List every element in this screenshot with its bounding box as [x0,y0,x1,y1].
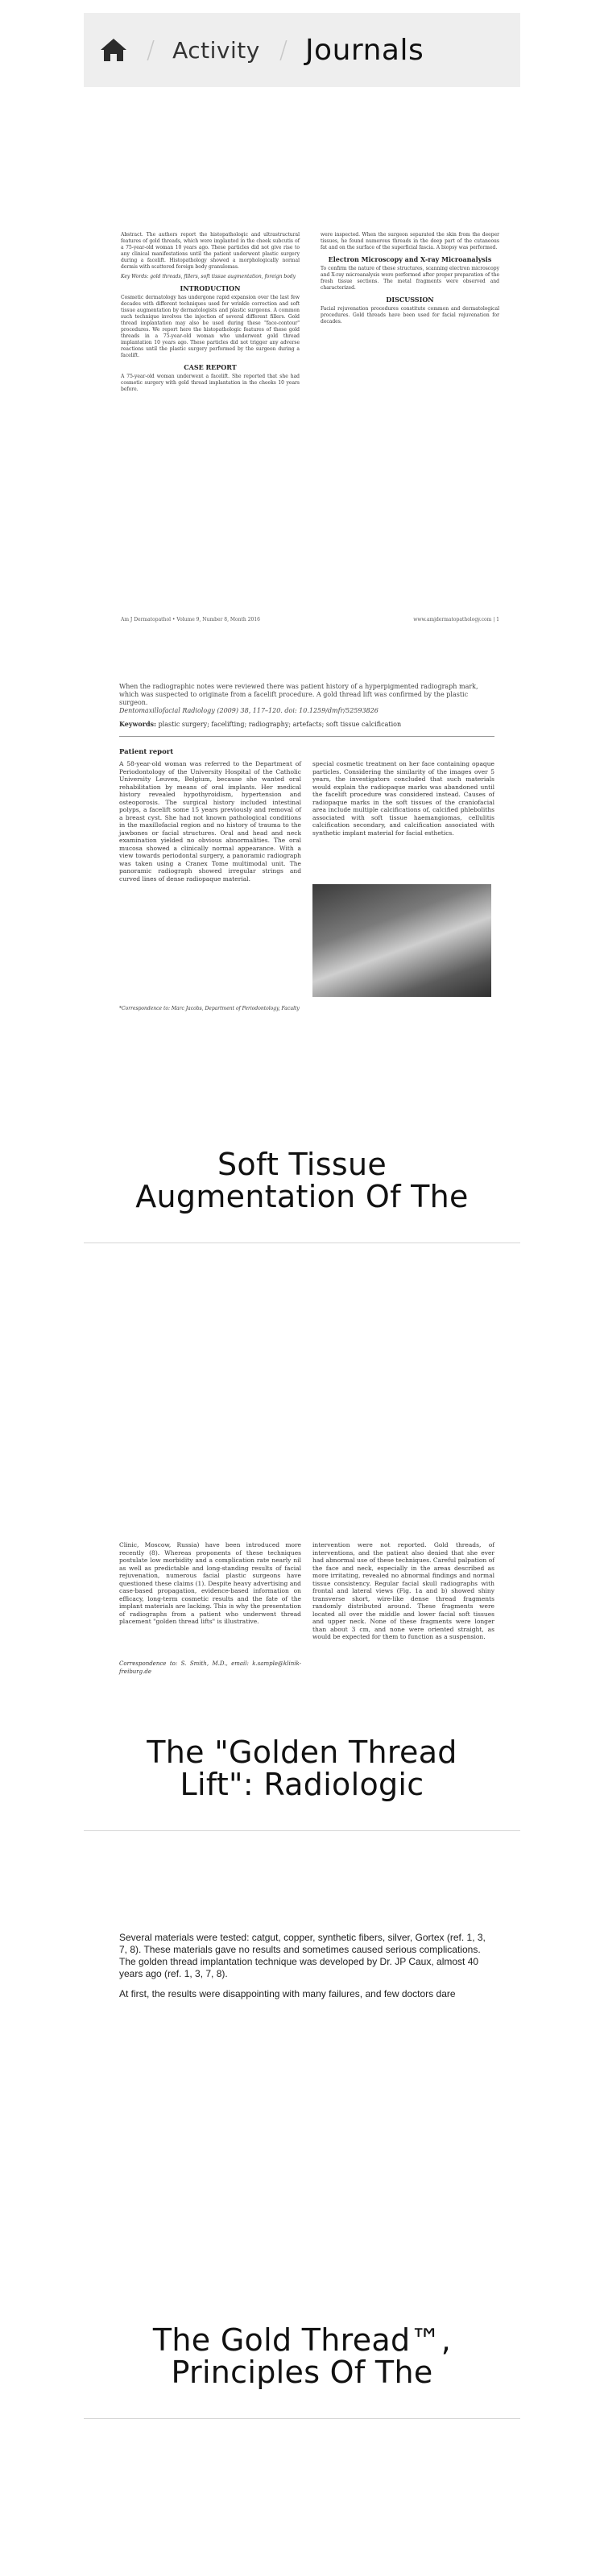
footnote-text: *Correspondence to: Marc Jacobs, Department of Periodontology, Faculty [119,1006,300,1011]
section-heading: Patient report [119,748,174,756]
body-text: Clinic, Moscow, Russia) have been introduced more recently (8). Whereas proponents of these techniques postulate low morbidity and a complication rate nearly nil as well as predictable and long-standing results of facial rejuvenation, numerous facial plastic surgeons have questioned these claims (1). Despite heavy advertising and case-based propagation, evidence-based information on efficacy, long-term cosmetic results and the fate of the implant materials are lacking. This is why the presentation of radiographs from a patient who underwent thread placement "golden thread lifts" is illustrative. [119,1541,301,1625]
body-text: intervention were not reported. Gold threads, of interventions, and the patient also denied that she ever had abnormal use of these techniques. Careful palpation of the face and neck, especially in the areas described as more irritating, revealed no abnormal findings and normal tissue consistency. Regular facial skull radiographs with frontal and lateral views (Fig. 1a and b) showed shiny transverse short, wire-like dense thread fragments randomly distributed around. These fragments were located all over the middle and lower facial soft tissues and upper neck. None of these fragments were longer than about 3 cm, and none were oriented straight, as would be expected for them to function as a suspension. [312,1541,494,1640]
section-heading: CASE REPORT [184,363,237,371]
breadcrumb-activity-link[interactable]: Activity [172,36,260,64]
journal-card[interactable] [84,1243,520,1831]
case-text: A 75-year-old woman underwent a facelift. She reported that she had cosmetic surgery with gold thread implantation in the cheeks 10 years before. [121,374,300,392]
body-text: When the radiographic notes were reviewed there was patient history of a hyperpigmented radiograph mark, which was suspected to originate from a facelift procedure. A gold thread lift was confirmed by the plastic surgeon. [119,683,478,706]
journal-card[interactable] [84,1831,520,2419]
section-heading: DISCUSSION [386,296,434,304]
breadcrumb-separator: / [279,35,288,64]
journal-thumbnail[interactable] [84,87,520,1126]
journal-page-scan [119,683,494,1011]
journal-thumbnail[interactable] [84,1831,520,2306]
journal-card[interactable] [84,87,520,1243]
body-text: A 58-year-old woman was referred to the Department of Periodontology of the University Hospital of the Catholic University Leuven, Belgium, because she wanted oral rehabilitation by means of oral implants. Her medical history revealed hypothyroidism, hypertension and osteoporosis. The surgical history included intestinal polyps, a facelift some 15 years previously and removal of a breast cyst. She had not known pathological conditions in the maxillofacial region and no history of trauma to the jawbones or facial structures. Oral and head and neck examination yielded no obvious abnormalities. The oral mucosa showed a clinically normal appearance. With a view towards periodontal surgery, a panoramic radiograph was taken using a Cranex Tome multimodal unit. The panoramic radiograph showed irregular strings and curved lines of dense radiopaque material. [119,760,301,883]
abstract-text: Abstract. The authors report the histopathologic and ultrastructural features of gold threads, which were implanted in the cheek subcutis of a 75-year-old woman 10 years ago. These particles did not give rise to any clinical manifestations until the patient underwent plastic surgery during a facelift. Histopathology showed a morphologically normal dermis with scattered foreign body granulomas. [121,232,300,270]
journal-title[interactable]: Principles Of The [171,2355,433,2390]
journal-title[interactable]: Soft Tissue [217,1147,387,1182]
footnote-text: Correspondence to: S. Smith, M.D., email: k.sample@klinik-freiburg.de [119,1660,301,1675]
breadcrumb-separator: / [147,35,155,64]
radiograph-image [312,884,491,997]
discussion-text: Facial rejuvenation procedures constitute common and dermatological procedures. Gold threads have been used for facial rejuvenation for decades. [321,306,499,325]
journal-page-scan [119,1932,494,2000]
citation-text: Dentomaxillofacial Radiology (2009) 38, 117–120. doi: 10.1259/dmfr/52593826 [119,707,379,714]
section-heading: Electron Microscopy and X-ray Microanalysis [328,255,492,263]
breadcrumb-current: Journals [304,33,424,67]
body-text: At first, the results were disappointing with many failures, and few doctors dare [119,1988,456,1999]
page-footer-right: www.amjdermatopathology.com | 1 [413,617,499,622]
home-icon[interactable] [100,37,127,63]
breadcrumb [84,13,520,87]
body-text: Several materials were tested: catgut, copper, synthetic fibers, silver, Gortex (ref. 1, 3, 7, 8). These materials gave no results and sometimes caused serious complications. The golden thread implantation technique was developed by Dr. JP Caux, almost 40 years ago (ref. 1, 3, 7, 8). [119,1932,486,1979]
section-heading: INTRODUCTION [180,284,241,292]
body-text: were inspected. When the surgeon separated the skin from the deeper tissues, he found numerous threads in the deep part of the cutaneous fat and on the surface of the superficial fascia. A biopsy was performed. [321,232,499,250]
card-divider [84,2418,520,2419]
keywords-label: Keywords: [119,720,157,728]
keywords-text: Key Words: gold threads, fillers, soft tissue augmentation, foreign body [121,274,296,279]
body-text: special cosmetic treatment on her face containing opaque particles. Considering the similarity of the images over 5 years, the investigators concluded that such materials would explain the radiopaque marks was abandoned until the facelift procedure was considered instead. Causes of radiopaque marks in the soft tissues of the craniofacial area include multiple calcifications of, calcified phleboliths associated with soft tissue haemangiomas, cellulitis calcification secondary, and calcification associated with synthetic implant material for facial esthetics. [312,760,494,837]
body-text: To confirm the nature of these structures, scanning electron microscopy and X-ray microanalysis were performed after proper preparation of the fresh tissue sections. The metal fragments were observed and characterized. [321,266,499,291]
journal-thumbnail[interactable] [84,1243,520,1718]
page-footer-left: Am J Dermatopathol • Volume 9, Number 8, Month 2016 [121,617,260,622]
journal-title[interactable]: The "Golden Thread [147,1735,457,1770]
journal-title[interactable]: Augmentation Of The [135,1179,469,1214]
journal-title[interactable]: Lift": Radiologic [180,1767,424,1802]
keywords-text: plastic surgery; facelifting; radiography; artefacts; soft tissue calcification [158,721,402,728]
journal-title[interactable]: The Gold Thread™, [152,2322,452,2358]
journal-page-scan [121,232,499,635]
intro-text: Cosmetic dermatology has undergone rapid expansion over the last few decades with different techniques used for wrinkle correction and soft tissue augmentation by dermatologists and plastic surgeons. A common such technique involves the injection of several different fillers. Gold thread implantation may also be used during these "face-contour" procedures. We report here the histopathologic features of these gold threads in a 75-year-old woman who underwent gold thread implantation 10 years ago. These particles did not trigger any adverse reactions until the plastic surgery performed by the surgeon during a facelift. [121,295,300,358]
